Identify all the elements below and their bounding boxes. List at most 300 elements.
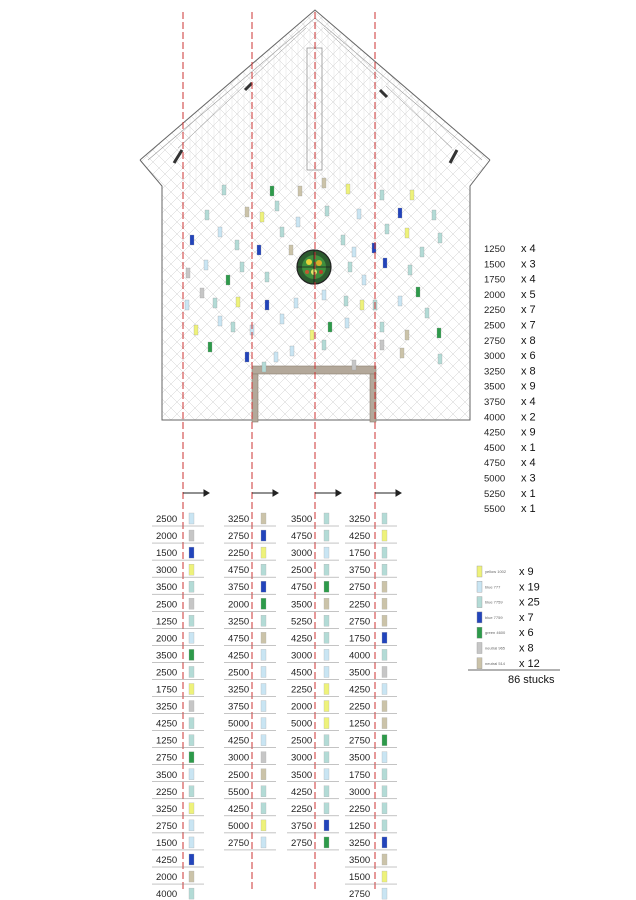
column-pendant-swatch — [189, 837, 194, 848]
pendant-mark — [218, 316, 222, 326]
column-pendant-swatch — [261, 735, 266, 746]
column-pendant-swatch — [382, 871, 387, 882]
length-value: 2000 — [484, 289, 506, 301]
column-length-value: 4250 — [228, 650, 250, 662]
length-value: 1500 — [484, 259, 506, 271]
column-pendant-swatch — [261, 564, 266, 575]
column-pendant-swatch — [324, 632, 329, 643]
column-pendant-swatch — [324, 820, 329, 831]
length-value: 5500 — [484, 504, 506, 516]
pendant-mark — [213, 298, 217, 308]
column-length-value: 2250 — [349, 803, 371, 815]
legend-color-name: yellow 1002 — [485, 569, 507, 574]
column-pendant-swatch — [324, 615, 329, 626]
column-length-value: 2750 — [228, 837, 250, 849]
length-value: 2750 — [484, 335, 506, 347]
length-count: x 5 — [521, 288, 536, 301]
column-pendant-swatch — [189, 871, 194, 882]
pendant-mark — [298, 186, 302, 196]
column-length-value: 2250 — [291, 803, 313, 815]
column-pendant-swatch — [382, 547, 387, 558]
legend-swatch — [477, 597, 482, 608]
legend-swatch — [477, 627, 482, 638]
column-length-value: 2250 — [349, 599, 371, 611]
column-length-value: 4250 — [228, 803, 250, 815]
length-count: x 6 — [521, 350, 536, 363]
legend-count: x 25 — [519, 596, 540, 609]
length-value: 1750 — [484, 274, 506, 286]
pendant-mark — [385, 224, 389, 234]
column-length-value: 3500 — [291, 769, 313, 781]
legend-swatch — [477, 566, 482, 577]
length-count: x 8 — [521, 334, 536, 347]
column-pendant-swatch — [324, 701, 329, 712]
column-length-value: 3000 — [228, 752, 250, 764]
column-pendant-swatch — [382, 598, 387, 609]
pendant-mark — [425, 308, 429, 318]
column-pendant-swatch — [324, 513, 329, 524]
column-length-value: 3500 — [349, 667, 371, 679]
length-count: x 3 — [521, 472, 536, 485]
column-length-value: 4750 — [228, 565, 250, 577]
pendant-mark — [226, 275, 230, 285]
column-length-value: 2750 — [349, 735, 371, 747]
column-length-value: 3250 — [228, 684, 250, 696]
column-pendant-swatch — [261, 581, 266, 592]
column-length-value: 5000 — [228, 718, 250, 730]
legend-count: x 9 — [519, 566, 534, 578]
column-length-value: 1750 — [349, 769, 371, 781]
column-length-value: 3500 — [349, 752, 371, 764]
legend-swatch — [477, 581, 482, 592]
pendant-mark — [438, 233, 442, 243]
column-pendant-swatch — [382, 718, 387, 729]
column-pendant-swatch — [261, 786, 266, 797]
length-value: 5000 — [484, 473, 506, 485]
pendant-mark — [208, 342, 212, 352]
column-length-value: 3750 — [228, 582, 250, 594]
length-count: x 7 — [521, 304, 536, 317]
pendant-mark — [265, 300, 269, 310]
legend-color-name: green 4600 — [485, 630, 506, 636]
column-pendant-swatch — [261, 598, 266, 609]
pendant-mark — [345, 318, 349, 328]
column-length-value: 1750 — [349, 548, 371, 560]
pendant-mark — [186, 268, 190, 278]
pendant-mark — [218, 227, 222, 237]
length-value: 4250 — [484, 427, 506, 439]
pendant-mark — [265, 272, 269, 282]
column-pendant-swatch — [189, 564, 194, 575]
column-pendant-swatch — [261, 769, 266, 780]
column-length-value: 2750 — [349, 616, 371, 628]
column-length-value: 3250 — [228, 616, 250, 628]
column-pendant-swatch — [382, 530, 387, 541]
pendant-mark — [310, 330, 314, 340]
column-length-value: 1250 — [349, 718, 371, 730]
pendant-mark — [362, 275, 366, 285]
column-length-value: 4250 — [291, 786, 313, 798]
legend-color-name: neutral 514 — [485, 660, 506, 666]
column-pendant-swatch — [324, 684, 329, 695]
pendant-mark — [432, 210, 436, 220]
column-pendant-swatch — [189, 769, 194, 780]
column-pendant-swatch — [324, 769, 329, 780]
column-length-value: 2500 — [156, 667, 178, 679]
column-pendant-swatch — [324, 649, 329, 660]
column-length-value: 2750 — [291, 837, 313, 849]
column-length-value: 1250 — [349, 820, 371, 832]
pendant-mark — [328, 322, 332, 332]
column-pendant-swatch — [189, 701, 194, 712]
column-length-value: 2000 — [156, 872, 178, 884]
pendant-mark — [262, 362, 266, 372]
pendant-mark — [405, 330, 409, 340]
column-length-value: 2250 — [228, 548, 250, 560]
pendant-mark — [344, 296, 348, 306]
column-length-value: 4250 — [291, 633, 313, 645]
column-length-value: 5500 — [228, 786, 250, 798]
pendant-mark — [185, 300, 189, 310]
column-length-value: 2750 — [228, 531, 250, 543]
column-pendant-swatch — [382, 701, 387, 712]
column-pendant-swatch — [261, 718, 266, 729]
column-pendant-swatch — [382, 888, 387, 899]
pendant-mark — [280, 314, 284, 324]
pendant-mark — [200, 288, 204, 298]
pendant-mark — [360, 300, 364, 310]
pendant-mark — [289, 245, 293, 255]
column-length-value: 3500 — [291, 514, 313, 525]
pendant-mark — [405, 228, 409, 238]
pendant-mark — [410, 190, 414, 200]
column-pendant-swatch — [261, 615, 266, 626]
column-pendant-swatch — [189, 854, 194, 865]
length-value: 2250 — [484, 305, 506, 317]
column-pendant-swatch — [189, 513, 194, 524]
column-pendant-swatch — [382, 854, 387, 865]
length-count-table — [484, 243, 536, 515]
rose-window — [297, 250, 331, 284]
column-pendant-swatch — [189, 598, 194, 609]
pendant-mark — [294, 298, 298, 308]
column-length-value: 4250 — [349, 684, 371, 696]
pendant-mark — [420, 247, 424, 257]
column-length-value: 5000 — [291, 718, 313, 730]
column-length-value: 2250 — [291, 684, 313, 696]
column-length-value: 3250 — [156, 701, 178, 713]
length-count: x 9 — [521, 426, 536, 439]
column-length-value: 4250 — [156, 718, 178, 730]
column-pendant-swatch — [382, 632, 387, 643]
column-length-value: 2000 — [228, 599, 250, 611]
pendant-mark — [274, 352, 278, 362]
column-pendant-swatch — [189, 888, 194, 899]
column-length-value: 2500 — [291, 735, 313, 747]
pendant-mark — [205, 210, 209, 220]
length-count: x 4 — [521, 273, 536, 286]
pendant-mark — [416, 287, 420, 297]
column-length-value: 3750 — [291, 820, 313, 832]
column-length-value: 4500 — [291, 667, 313, 679]
column-length-value: 3000 — [291, 752, 313, 764]
pendant-mark — [222, 185, 226, 195]
pendant-mark — [280, 227, 284, 237]
pendant-mark — [322, 290, 326, 300]
column-pendant-swatch — [189, 649, 194, 660]
column-pendant-swatch — [261, 684, 266, 695]
column-pendant-swatch — [382, 820, 387, 831]
length-count: x 4 — [521, 396, 536, 408]
column-length-value: 3000 — [291, 548, 313, 560]
column-length-value: 3750 — [228, 701, 250, 713]
column-length-value: 4000 — [156, 889, 178, 900]
length-value: 3750 — [484, 397, 506, 408]
pendant-mark — [438, 354, 442, 364]
pendant-mark — [437, 328, 441, 338]
length-count: x 2 — [521, 411, 536, 424]
pendant-mark — [190, 235, 194, 245]
pendant-mark — [352, 360, 356, 370]
column-length-value: 1250 — [156, 616, 178, 628]
pendant-mark — [260, 212, 264, 222]
column-pendant-swatch — [189, 684, 194, 695]
column-length-value: 2000 — [291, 701, 313, 713]
pendant-mark — [231, 322, 235, 332]
legend-color-name: blue 7759 — [485, 614, 503, 620]
column-length-value: 4250 — [228, 735, 250, 747]
column-pendant-swatch — [382, 615, 387, 626]
length-count: x 1 — [521, 487, 536, 500]
length-value: 5250 — [484, 488, 506, 500]
column-length-value: 3500 — [291, 599, 313, 611]
column-length-value: 3250 — [349, 837, 371, 849]
length-count: x 1 — [521, 441, 536, 454]
column-length-value: 4750 — [228, 633, 250, 645]
pendant-columns — [152, 513, 397, 900]
column-length-value: 2750 — [156, 752, 178, 764]
length-value: 4000 — [484, 412, 506, 424]
column-pendant-swatch — [324, 547, 329, 558]
pendant-mark — [236, 297, 240, 307]
column-length-value: 3500 — [349, 855, 371, 866]
column-pendant-swatch — [189, 530, 194, 541]
column-length-value: 2000 — [156, 633, 178, 645]
pendant-mark — [346, 184, 350, 194]
pendant-mark — [398, 296, 402, 306]
pendant-mark — [322, 340, 326, 350]
pendant-mark — [408, 265, 412, 275]
length-count: x 4 — [521, 457, 536, 470]
column-pendant-swatch — [261, 649, 266, 660]
column-length-value: 5250 — [291, 616, 313, 628]
column-length-value: 1500 — [349, 872, 371, 884]
column-length-value: 3250 — [156, 803, 178, 815]
column-pendant-swatch — [261, 701, 266, 712]
column-pendant-swatch — [324, 752, 329, 763]
legend-swatch — [477, 643, 482, 654]
legend-count: x 8 — [519, 642, 534, 655]
column-length-value: 2250 — [349, 701, 371, 713]
legend-swatch — [477, 612, 482, 623]
column-pendant-swatch — [382, 769, 387, 780]
column-length-value: 1500 — [156, 837, 178, 849]
column-length-value: 3750 — [349, 565, 371, 577]
column-pendant-swatch — [382, 581, 387, 592]
pendant-mark — [380, 190, 384, 200]
length-value: 1250 — [484, 244, 506, 255]
column-pendant-swatch — [261, 666, 266, 677]
column-pendant-swatch — [382, 564, 387, 575]
length-count: x 4 — [521, 243, 536, 255]
pendant-mark — [257, 245, 261, 255]
pendant-mark — [270, 186, 274, 196]
column-pendant-swatch — [324, 598, 329, 609]
length-value: 2500 — [484, 320, 506, 332]
column-length-value: 3500 — [156, 769, 178, 781]
length-value: 3250 — [484, 366, 506, 378]
column-length-value: 2500 — [156, 514, 178, 525]
column-length-value: 4750 — [291, 582, 313, 594]
column-pendant-swatch — [261, 530, 266, 541]
column-length-value: 2000 — [156, 531, 178, 543]
column-pendant-swatch — [324, 837, 329, 848]
pendant-mark — [383, 258, 387, 268]
column-pendant-swatch — [261, 837, 266, 848]
column-pendant-swatch — [324, 581, 329, 592]
column-pendant-swatch — [324, 666, 329, 677]
column-pendant-swatch — [382, 752, 387, 763]
length-value: 3000 — [484, 351, 506, 363]
column-pendant-swatch — [189, 752, 194, 763]
column-pendant-swatch — [261, 513, 266, 524]
pendant-mark — [290, 346, 294, 356]
pendant-mark — [204, 260, 208, 270]
length-count: x 8 — [521, 365, 536, 378]
pendant-mark — [194, 325, 198, 335]
column-length-value: 2750 — [349, 889, 371, 900]
column-pendant-swatch — [189, 581, 194, 592]
legend-count: x 7 — [519, 611, 534, 624]
column-length-value: 1750 — [156, 684, 178, 696]
length-count: x 3 — [521, 258, 536, 271]
column-length-value: 4750 — [291, 531, 313, 543]
pendant-mark — [341, 235, 345, 245]
column-length-value: 2750 — [156, 820, 178, 832]
column-pendant-swatch — [189, 803, 194, 814]
pendant-mark — [235, 240, 239, 250]
length-value: 4750 — [484, 458, 506, 470]
pendant-mark — [240, 262, 244, 272]
column-length-value: 2250 — [156, 786, 178, 798]
length-value: 4500 — [484, 442, 506, 454]
column-pendant-swatch — [324, 786, 329, 797]
column-pendant-swatch — [382, 837, 387, 848]
legend-color-name: blue 7759 — [485, 599, 503, 605]
legend-count: x 12 — [519, 657, 540, 670]
column-length-value: 4250 — [349, 531, 371, 543]
column-length-value: 3000 — [156, 565, 178, 577]
column-length-value: 3000 — [291, 650, 313, 662]
pendant-mark — [400, 348, 404, 358]
length-count: x 1 — [521, 503, 536, 516]
column-length-value: 2750 — [349, 582, 371, 594]
column-pendant-swatch — [382, 666, 387, 677]
column-length-value: 3500 — [156, 582, 178, 594]
column-length-value: 3500 — [156, 650, 178, 662]
legend-count: x 6 — [519, 627, 534, 640]
column-pendant-swatch — [261, 752, 266, 763]
column-pendant-swatch — [261, 632, 266, 643]
legend-swatch — [477, 658, 482, 669]
column-pendant-swatch — [382, 513, 387, 524]
column-pendant-swatch — [324, 718, 329, 729]
column-pendant-swatch — [261, 803, 266, 814]
length-value: 3500 — [484, 381, 506, 393]
column-pendant-swatch — [189, 666, 194, 677]
column-pendant-swatch — [382, 649, 387, 660]
column-length-value: 3250 — [228, 514, 250, 525]
column-pendant-swatch — [382, 803, 387, 814]
pendant-mark — [380, 322, 384, 332]
column-pendant-swatch — [189, 547, 194, 558]
column-pendant-swatch — [324, 530, 329, 541]
legend-color-name: blue 777 — [485, 584, 501, 590]
column-pendant-swatch — [382, 735, 387, 746]
column-pendant-swatch — [261, 547, 266, 558]
column-length-value: 1250 — [156, 735, 178, 747]
column-length-value: 1750 — [349, 633, 371, 645]
pendant-mark — [325, 206, 329, 216]
column-pendant-swatch — [189, 718, 194, 729]
column-pendant-swatch — [189, 786, 194, 797]
pendant-mark — [348, 262, 352, 272]
column-pendant-swatch — [189, 632, 194, 643]
column-pendant-swatch — [324, 735, 329, 746]
pendant-mark — [296, 217, 300, 227]
length-count: x 9 — [521, 380, 536, 393]
legend-count: x 19 — [519, 581, 540, 594]
column-pendant-swatch — [189, 615, 194, 626]
column-pendant-swatch — [261, 820, 266, 831]
column-length-value: 2500 — [228, 769, 250, 781]
pendant-mark — [352, 247, 356, 257]
column-pendant-swatch — [382, 786, 387, 797]
column-pendant-swatch — [324, 564, 329, 575]
column-length-value: 2500 — [156, 599, 178, 611]
column-pendant-swatch — [189, 735, 194, 746]
column-length-value: 4000 — [349, 650, 371, 662]
column-pendant-swatch — [382, 684, 387, 695]
length-count: x 7 — [521, 319, 536, 332]
pendant-mark — [245, 207, 249, 217]
pendant-mark — [322, 178, 326, 188]
pendant-mark — [275, 201, 279, 211]
column-length-value: 3000 — [349, 786, 371, 798]
pendant-mark — [398, 208, 402, 218]
total-count: 86 stucks — [508, 674, 555, 686]
column-length-value: 1500 — [156, 548, 178, 560]
pendant-mark — [357, 209, 361, 219]
pendant-mark — [380, 340, 384, 350]
column-length-value: 3250 — [349, 514, 371, 525]
column-length-value: 5000 — [228, 820, 250, 832]
column-length-value: 2500 — [291, 565, 313, 577]
color-legend — [477, 566, 540, 670]
legend-color-name: neutral 965 — [485, 645, 506, 651]
pendant-mark — [245, 352, 249, 362]
direction-arrows — [183, 490, 401, 496]
